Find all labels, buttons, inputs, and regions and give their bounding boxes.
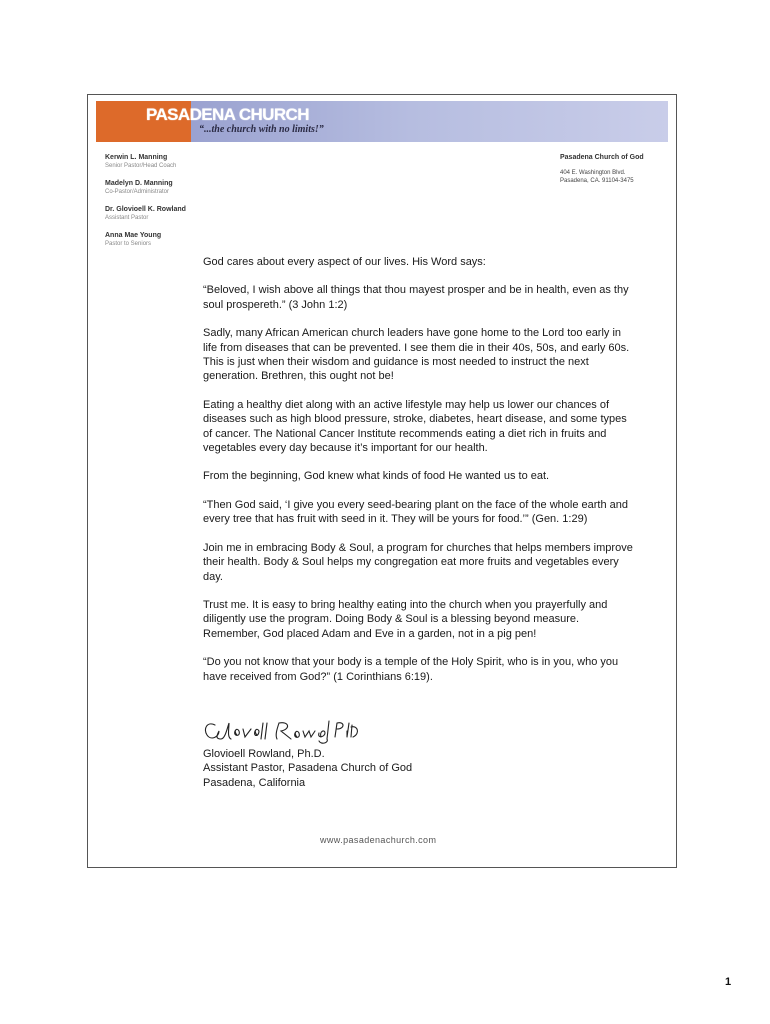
staff-name: Anna Mae Young: [105, 232, 162, 239]
signer-name: Glovioell Rowland, Ph.D.: [203, 748, 325, 760]
body-paragraph: “Do you not know that your body is a temple of the Holy Spirit, who is in you, who you have received from God?” (1 Corinthians 6:19).: [203, 656, 619, 683]
body-paragraph: Join me in embracing Body & Soul, a program for churches that helps members improve their health. Body & Soul helps my congregation eat more fruits and vegetables every day.: [203, 541, 633, 583]
church-name-logo: PASADENA CHURCH: [146, 105, 309, 124]
letterhead-banner: [96, 101, 668, 142]
tagline: “...the church with no limits!”: [199, 124, 324, 135]
staff-name: Dr. Glovioell K. Rowland: [105, 206, 186, 213]
body-paragraph: Trust me. It is easy to bring healthy eating into the church when you prayerfully and diligently use the program. Doing Body & Soul is a blessing beyond measure. Remember, God placed Adam and Eve in a garden, not in a pig pen!: [203, 598, 608, 640]
staff-role: Senior Pastor/Head Coach: [105, 163, 177, 169]
body-paragraph: From the beginning, God knew what kinds of food He wanted us to eat.: [203, 470, 550, 483]
page-number: 1: [725, 976, 732, 988]
signer-location: Pasadena, California: [203, 776, 306, 789]
signer-block: [203, 747, 503, 790]
staff-list: [105, 153, 215, 257]
body-paragraph: “Then God said, ‘I give you every seed-bearing plant on the face of the whole earth and every tree that has fruit with seed in it. They will be yours for food.’” (Gen. 1:29): [203, 498, 628, 526]
website-url: www.pasadenachurch.com: [320, 835, 437, 845]
staff-name: Madelyn D. Manning: [105, 180, 173, 187]
staff-member: [105, 205, 215, 222]
staff-role: Pastor to Seniors: [105, 241, 152, 247]
handwritten-signature: [201, 715, 361, 747]
body-paragraph: Eating a healthy diet along with an active lifestyle may help us lower our chances of diseases such as high blood pressure, stroke, diabetes, heart disease, and some types of cancer. The National Cancer Institute recommends eating a diet rich in fruits and vegetables every day because it’s important for our health.: [203, 398, 627, 455]
staff-name: Kerwin L. Manning: [105, 154, 168, 161]
address-church-name: Pasadena Church of God: [560, 154, 644, 161]
body-paragraph: Sadly, many African American church leaders have gone home to the Lord too early in life from diseases that can be prevented. I see them die in their 40s, 50s, and early 60s. This is just when their wisdom and guidance is most needed to instruct the next generation. Brethren, this ought not be!: [203, 327, 630, 383]
signer-title: Assistant Pastor, Pasadena Church of God: [203, 762, 413, 775]
letter-body: [203, 255, 633, 698]
staff-member: [105, 231, 215, 248]
staff-role: Assistant Pastor: [105, 215, 149, 221]
body-paragraph: “Beloved, I wish above all things that thou mayest prosper and be in health, even as thy soul prospereth.” (3 John 1:2): [203, 284, 629, 311]
letter-page: [87, 94, 677, 868]
church-address: [560, 153, 670, 185]
staff-member: [105, 179, 215, 196]
body-paragraph: God cares about every aspect of our lives. His Word says:: [203, 256, 486, 268]
address-city: Pasadena, CA. 91104-3475: [560, 178, 634, 184]
staff-member: [105, 153, 215, 170]
address-street: 404 E. Washington Blvd.: [560, 170, 626, 176]
staff-role: Co-Pastor/Administrator: [105, 189, 170, 195]
